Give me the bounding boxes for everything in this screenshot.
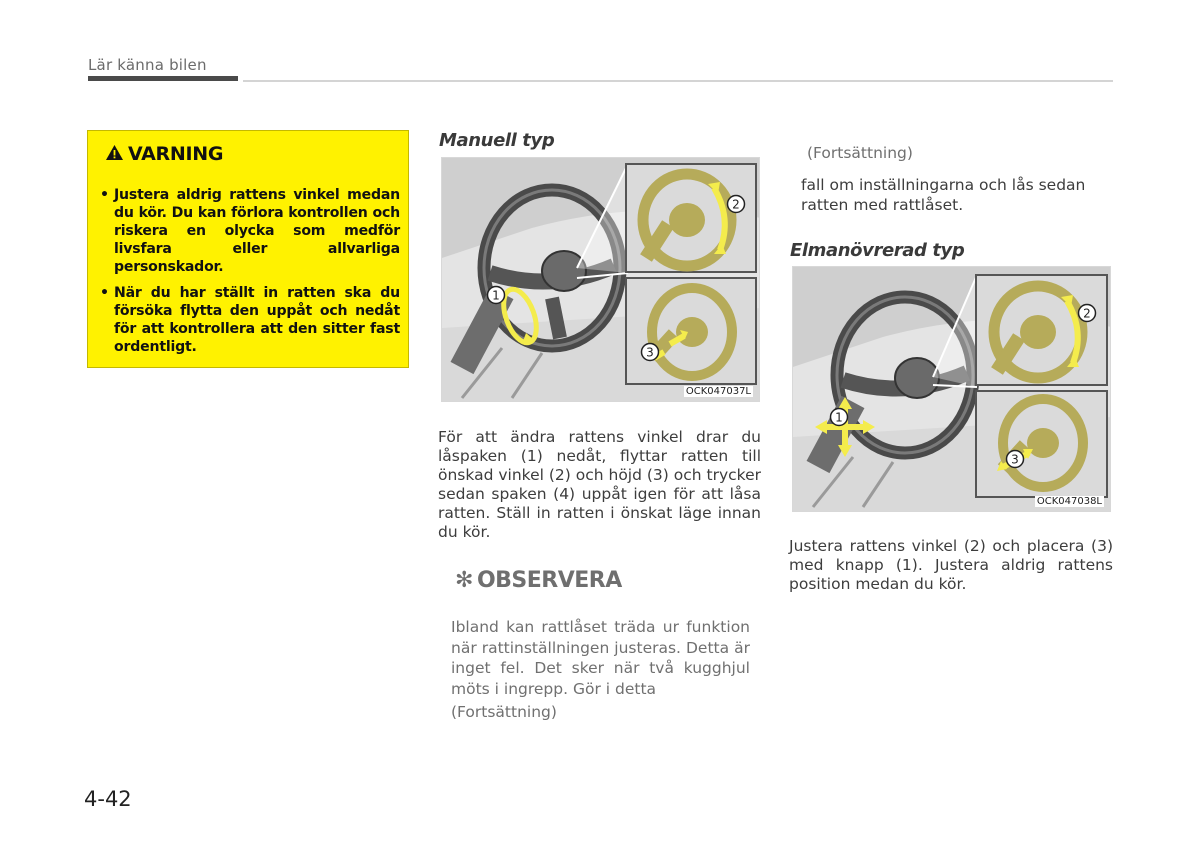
right-continued-body: fall om inställningarna och lås sedan ratten med rattlåset. [801,176,1086,214]
page-number: 4-42 [84,787,132,811]
manual-steering-illustration [442,158,760,402]
electric-steering-figure [792,266,1111,512]
header-rule-dark [88,76,238,81]
manual-type-body: För att ändra rattens vinkel drar du låspaken (1) nedåt, flyttar ratten till önskad vinkel (2) och höjd (3) och trycker sedan spaken (4) uppåt igen för att låsa ratten. Ställ in ratten i önskat läge innan du kör. [438,428,761,541]
callout-1 [486,285,506,305]
figure-code: OCK047037L [685,386,751,397]
observe-continued: (Fortsättning) [451,703,557,721]
callout-2-label: 2 [1083,306,1091,321]
warning-bullet: • Justera aldrig rattens vinkel medan du kör. Du kan förlora kontrollen och riskera en olycka som medför livsfara eller allvarliga personskador. [100,186,400,276]
callout-1-label: 1 [492,288,500,303]
electric-steering-illustration [793,267,1111,512]
callout-2 [726,194,746,214]
electric-type-heading: Elmanövrerad typ [790,240,965,261]
header-rule-light [243,80,1113,82]
callout-1 [829,407,849,427]
manual-steering-figure [441,157,760,402]
observe-title-text: OBSERVERA [476,568,622,593]
right-continued: (Fortsättning) [807,144,913,162]
electric-type-body: Justera rattens vinkel (2) och placera (3) med knapp (1). Justera aldrig rattens position medan du kör. [789,537,1113,593]
star-icon: ✻ [455,568,473,593]
observe-body: Ibland kan rattlåset träda ur funktion när rattinställningen justeras. Detta är inget fel. Det sker när två kugghjul möts i ingrepp. Gör i detta [451,618,750,698]
observe-title [455,568,622,593]
warning-title [105,143,223,166]
warning-box [87,130,409,368]
warning-triangle-icon [105,144,124,166]
callout-3 [640,342,660,362]
warning-list [100,186,400,364]
callout-2-label: 2 [732,197,740,212]
callout-3-label: 3 [1011,452,1019,467]
warning-bullet: • När du har ställt in ratten ska du försöka flytta den uppåt och nedåt för att kontrollera att den sitter fast ordentligt. [100,284,400,356]
callout-3 [1005,449,1025,469]
manual-type-heading: Manuell typ [439,130,555,151]
callout-2 [1077,303,1097,323]
warning-title-text: VARNING [128,143,224,165]
figure-code: OCK047038L [1036,496,1102,507]
section-label: Lär känna bilen [88,56,207,74]
callout-3-label: 3 [646,345,654,360]
callout-1-label: 1 [835,410,843,425]
